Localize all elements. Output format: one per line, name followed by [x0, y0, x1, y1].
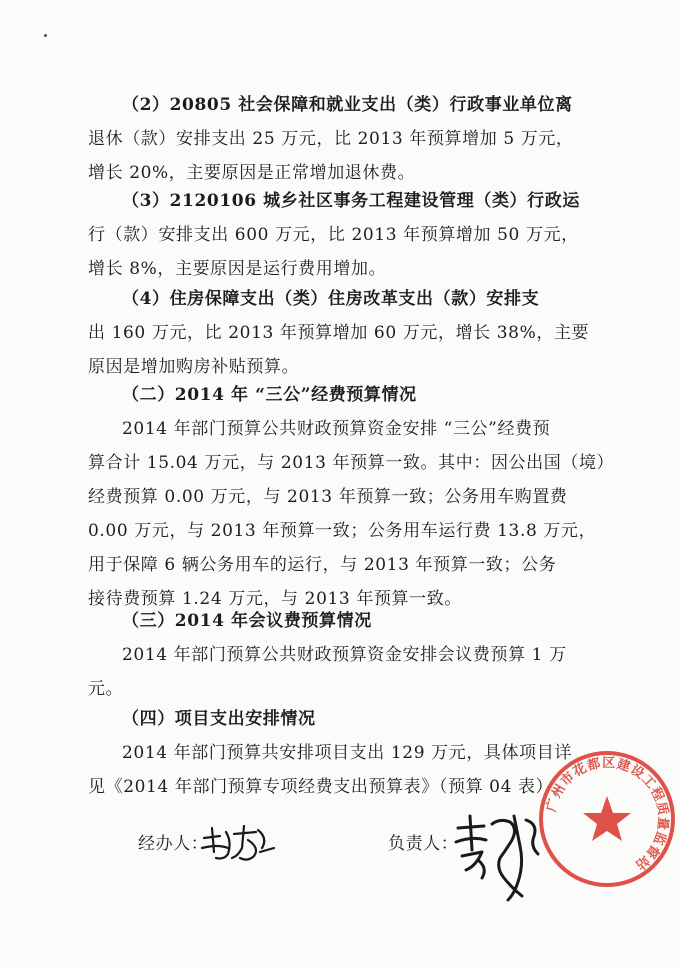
section-heading-projects: （四）项目支出安排情况 [122, 709, 316, 729]
body-line: 见《2014 年部门预算专项经费支出预算表》（预算 04 表） [88, 777, 554, 797]
official-seal [532, 744, 680, 894]
handler-label: 经办人： [138, 834, 209, 854]
item-line: 增长 20%，主要原因是正常增加退休费。 [88, 163, 416, 183]
item-line: 原因是增加购房补贴预算。 [88, 357, 300, 377]
body-line: 2014 年部门预算共安排项目支出 129 万元，具体项目详 [122, 743, 572, 763]
handler-signature [198, 818, 278, 866]
item-line: 出 160 万元，比 2013 年预算增加 60 万元，增长 38%，主要 [88, 323, 590, 343]
section-body-meeting [88, 638, 608, 706]
item-2120106 [88, 184, 608, 286]
body-line: 算合计 15.04 万元，与 2013 年预算一致。其中：因公出国（境） [88, 453, 615, 473]
item-line: 增长 8%，主要原因是运行费用增加。 [88, 259, 387, 279]
section-heading-meeting: （三）2014 年会议费预算情况 [122, 611, 372, 631]
responsible-label: 负责人： [388, 834, 459, 854]
scan-speck [44, 34, 47, 37]
item-housing [88, 282, 608, 384]
body-line: 2014 年部门预算公共财政预算资金安排 “三公”经费预 [122, 419, 551, 439]
body-line: 元。 [88, 679, 124, 699]
seal-text: 广州市花都区建设工程质量监督站 [544, 755, 671, 873]
item-title: （2）20805 社会保障和就业支出（类）行政事业单位离 [122, 95, 573, 115]
item-2080500 [88, 88, 608, 190]
item-title: （4）住房保障支出（类）住房改革支出（款）安排支 [122, 289, 540, 309]
section-heading-sangong: （二）2014 年 “三公”经费预算情况 [122, 385, 417, 405]
body-line: 0.00 万元，与 2013 年预算一致；公务用车运行费 13.8 万元， [88, 521, 597, 541]
body-line: 接待费预算 1.24 万元，与 2013 年预算一致。 [88, 589, 462, 609]
section-body-projects [88, 736, 608, 804]
body-line: 用于保障 6 辆公务用车的运行，与 2013 年预算一致；公务 [88, 555, 557, 575]
item-line: 行（款）安排支出 600 万元，比 2013 年预算增加 50 万元， [88, 225, 579, 245]
item-line: 退休（款）安排支出 25 万元，比 2013 年预算增加 5 万元， [88, 129, 574, 149]
body-line: 2014 年部门预算公共财政预算资金安排会议费预算 1 万 [122, 645, 567, 665]
item-title: （3）2120106 城乡社区事务工程建设管理（类）行政运 [122, 191, 580, 211]
section-body-sangong [88, 412, 615, 616]
body-line: 经费预算 0.00 万元，与 2013 年预算一致；公务用车购置费 [88, 487, 568, 507]
